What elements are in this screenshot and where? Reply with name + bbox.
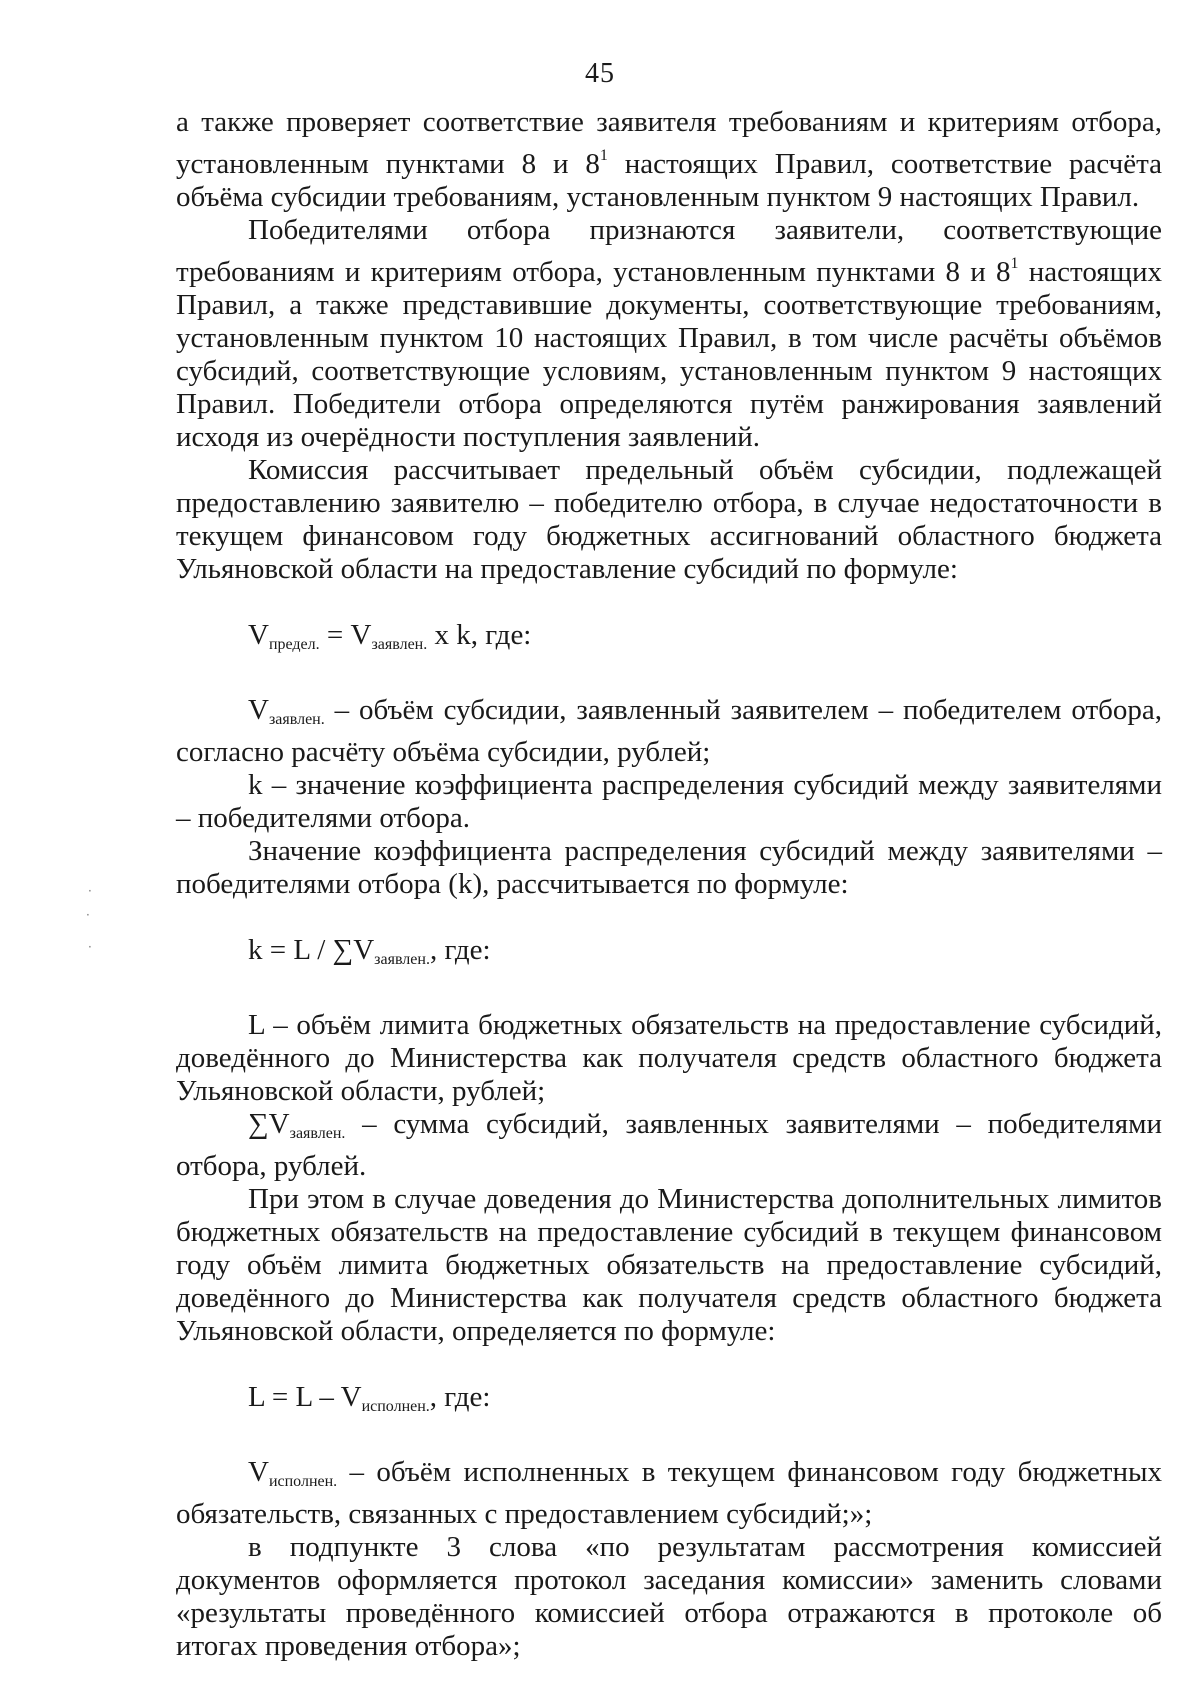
paragraph-text: – объём исполненных в текущем финансовом году бюджетных обязательств, связанных с предоставлением субсидий;»; xyxy=(176,1456,1162,1530)
formula-text: , где: xyxy=(429,934,491,966)
paragraph-text: Победителями отбора признаются заявители, соответствующие требованиям и критериям отбора, установленным пунктами 8 и 8 xyxy=(176,214,1162,288)
paragraph-subpoint-3-amendment: в подпункте 3 слова «по результатам рассмотрения комиссией документов оформляется протокол заседания комиссии» заменить словами «результаты проведённого комиссией отбора отражаются в протоколе об итогах проведения отбора»; xyxy=(176,1531,1162,1662)
subscript: заявлен. xyxy=(268,711,325,728)
paragraph-commission-calculation: Комиссия рассчитывает предельный объём субсидии, подлежащей предоставлению заявителю – победителю отбора, в случае недостаточности в текущем финансовом году бюджетных ассигнований областного бюджета Ульяновской области на предоставление субсидий по формуле: xyxy=(176,454,1162,585)
formula-symbol: V xyxy=(248,619,269,651)
formula-coefficient xyxy=(176,934,1162,976)
paragraph-text: – сумма субсидий, заявленных заявителями – победителями отбора, рублей. xyxy=(176,1108,1162,1182)
formula-symbol: L = L – V xyxy=(248,1381,362,1413)
paragraph-sum-definition xyxy=(176,1108,1162,1183)
subscript: исполнен. xyxy=(361,1398,430,1415)
formula-limit-update xyxy=(176,1381,1162,1423)
formula-text: x k, где: xyxy=(427,619,532,651)
formula-symbol: = V xyxy=(319,619,372,651)
superscript: 1 xyxy=(1010,255,1019,272)
superscript: 1 xyxy=(599,147,608,164)
subscript: заявлен. xyxy=(371,636,428,653)
scan-artifact: · xyxy=(88,884,92,898)
paragraph-text: настоящих Правил, а также представившие документы, соответствующие требованиям, установленным пунктом 10 настоящих Правил, в том числе расчёты объёмов субсидий, соответствующие условиям, установленным пунктом 9 настоящих Правил. Победители отбора определяются путём ранжирования заявлений исходя из очерёдности поступления заявлений. xyxy=(176,256,1162,453)
paragraph-limit-definition: L – объём лимита бюджетных обязательств на предоставление субсидий, доведённого до Министерства как получателя средств областного бюджета Ульяновской области, рублей; xyxy=(176,1009,1162,1107)
formula-symbol: ∑V xyxy=(248,1108,290,1140)
paragraph-text: а также проверяет соответствие заявителя требованиям и критериям отбора, установленным пунктами 8 и 8 xyxy=(176,106,1162,180)
scan-artifact: · xyxy=(86,908,90,922)
formula-text: , где: xyxy=(429,1381,491,1413)
subscript: заявлен. xyxy=(289,1125,346,1142)
formula-symbol: V xyxy=(248,1456,269,1488)
paragraph-winners xyxy=(176,214,1162,454)
paragraph-executed-volume xyxy=(176,1456,1162,1531)
scan-artifact: · xyxy=(88,940,92,954)
formula-symbol: V xyxy=(248,694,269,726)
paragraph-text: настоящих Правил, соответствие расчёта объёма субсидии требованиям, установленным пунктом 9 настоящих Правил. xyxy=(176,148,1162,213)
paragraph-coefficient-definition: k – значение коэффициента распределения субсидий между заявителями – победителями отбора. xyxy=(176,769,1162,834)
subscript: исполнен. xyxy=(268,1473,338,1490)
subscript: предел. xyxy=(268,636,320,653)
paragraph-coefficient-formula-intro: Значение коэффициента распределения субсидий между заявителями – победителями отбора (k), рассчитывается по формуле: xyxy=(176,835,1162,900)
subscript: заявлен. xyxy=(374,951,430,968)
formula-limit-volume xyxy=(176,619,1162,661)
paragraph-declared-volume xyxy=(176,694,1162,769)
page-number: 45 xyxy=(585,58,615,89)
paragraph-verification xyxy=(176,106,1162,214)
paragraph-additional-limits: При этом в случае доведения до Министерства дополнительных лимитов бюджетных обязательств на предоставление субсидий в текущем финансовом году объём лимита бюджетных обязательств на предоставление субсидий, доведённого до Министерства как получателя средств областного бюджета Ульяновской области, определяется по формуле: xyxy=(176,1183,1162,1347)
formula-symbol: k = L / ∑V xyxy=(248,934,375,966)
document-body xyxy=(176,106,1162,1663)
paragraph-text: – объём субсидии, заявленный заявителем – победителем отбора, согласно расчёту объёма субсидии, рублей; xyxy=(176,694,1162,768)
